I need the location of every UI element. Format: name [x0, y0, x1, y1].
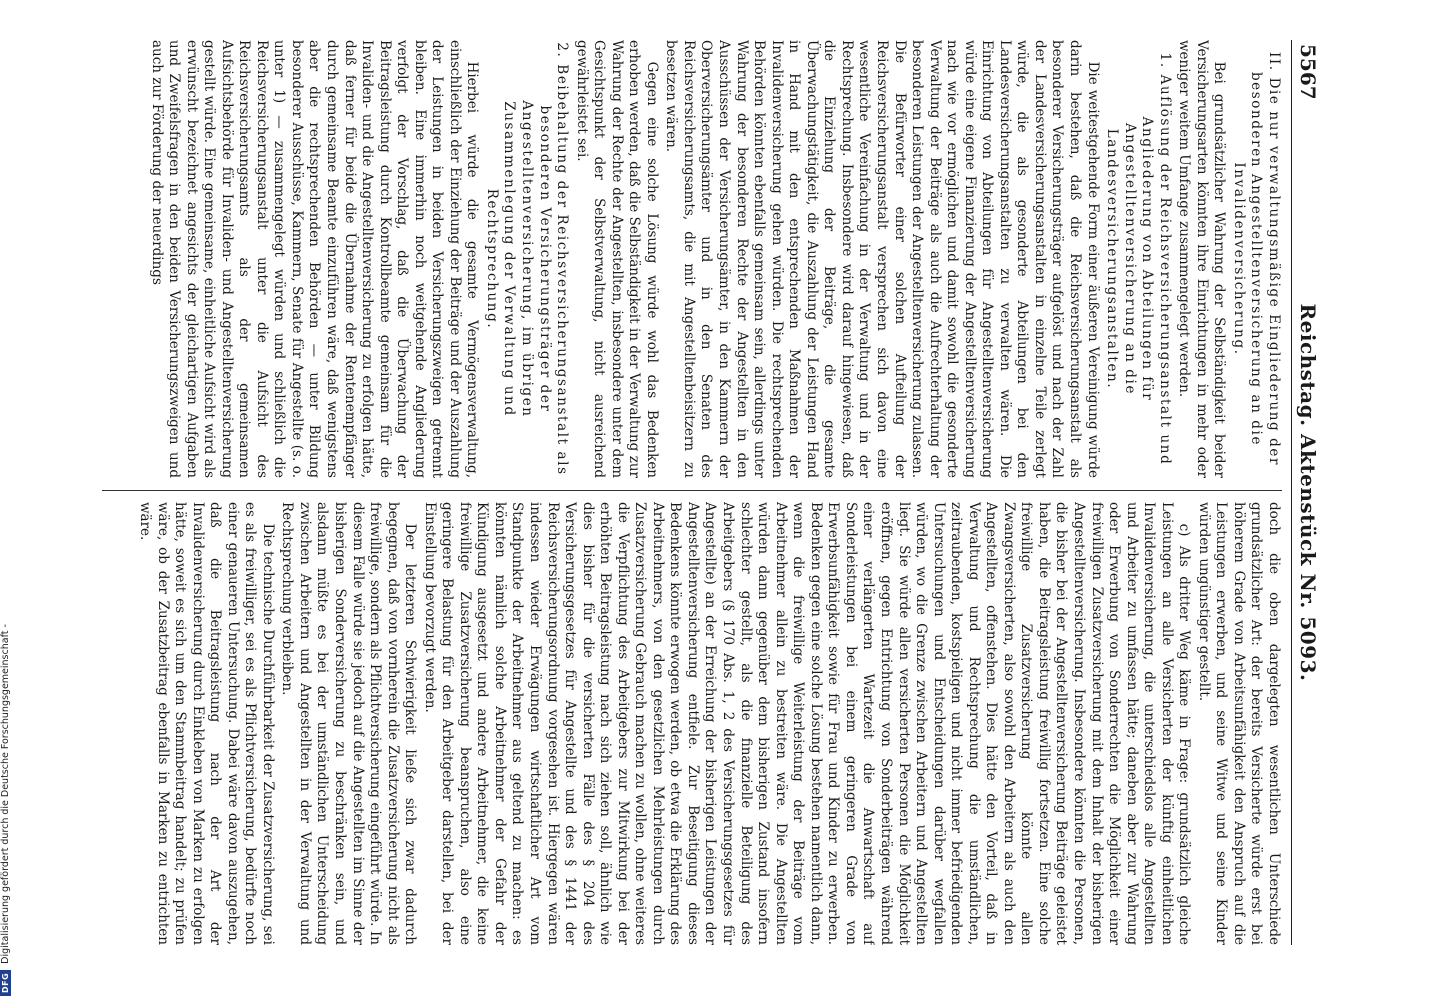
paragraph: Hierbei würde die gesamte Vermögensverwaltung, einschließlich der Einziehung der Beiträge und der Auszahlung der Leistungen in beiden Versicherungszweigen getrennt bleiben. Eine immerhin noch weitgehende Angliederung verfolgt der Vorschlag, daß die Überwachung der Beitragsleistung durch Kontrollbeamte gemeinsam für die Invaliden- und die Angestelltenversicherung zu erfolgen hätte, daß ferner für beide die Übernahme der Rentenempfänger durch gemeinsame Beamte einzuführen wäre, daß wenigstens aber die rechtsprechenden Behörden — unter Bildung besonderer Ausschüsse, Kammern, Senate für Angestellte (s. o. unter 1) — zusammengelegt würden und schließlich die Reichsversicherungsanstalt unter die Aufsicht des Reichsversicherungsamts als der gemeinsamen Aufsichtsbehörde für Invaliden- und Angestelltenversicherung gestellt würde. Eine gemeinsame, einheitliche Aufsicht wird als erwünscht bezeichnet angesichts der gleichartigen Aufgaben und Zweifelsfragen in den beiden Versicherungszweigen und auch zur Förderung der neuerdings [148, 40, 481, 478]
digitization-note [0, 624, 11, 996]
paragraph: doch die oben dargelegten wesentlichen Unterschiede grundsätzlicher Art: der bereits Versicherte würde erst bei höherem Grade von Arbeitsunfähigkeit den Anspruch auf die Leistungen erwerben, und seine Witwe und seine Kinder würden ungünstiger gestellt. [1195, 502, 1282, 945]
right-column [92, 502, 1282, 945]
paragraph: Die technische Durchführbarkeit der Zusatzversicherung, sei es als freiwilliger, sei es als Pflichtversicherung, bedürfte noch einer genaueren Untersuchung. Dabei wäre davon auszugehen, daß die Beitragsleistung nach der Art der Invalidenversicherung durch Einkleben von Marken zu erfolgen hätte, soweit es sich um den Stammbeitrag handelt; zu prüfen wäre, ob der Zusatzbeitrag ebenfalls in Marken zu entrichten wäre. [137, 502, 276, 945]
paragraph: Die weitestgehende Form einer äußeren Vereinigung würde darin bestehen, daß die Reichsversicherungsanstalt als besonderer Versicherungsträger aufgelöst und nach der Zahl der Landesversicherungsanstalten in einzelne Teile zerlegt würde, die als gesonderte Abteilungen bei den Landesversicherungsanstalten zu verwalten wären. Die Einrichtung von Abteilungen für Angestelltenversicherung würde eine eigene Finanzierung der Angestelltenversicherung nach wie vor ermöglichen und damit sowohl die gesonderte Verwaltung der Beiträge als auch die Aufrechterhaltung der besonderen Leistungen der Angestelltenversicherung zulassen. Die Befürworter einer solchen Aufteilung der Reichsversicherungsanstalt versprechen sich davon eine wesentliche Vereinfachung in der Verwaltung und in der Rechtsprechung. Insbesondere wird darauf hingewiesen, daß die Einziehung der Beiträge, die gesamte Überwachungstätigkeit, die Auszahlung der Leistungen Hand in Hand mit den entsprechenden Maßnahmen der Invalidenversicherung gehen würden. Die rechtsprechenden Behörden könnten ebenfalls gemeinsam sein, allerdings unter Wahrung der besonderen Rechte der Angestellten in den Ausschüssen der Versicherungsämter, in den Kammern der Oberversicherungsämter und in den Senaten des Reichsversicherungsamts, die mit Angestelltenbeisitzern zu besetzen wären. [663, 40, 1101, 478]
paragraph: Der letzteren Schwierigkeit ließe sich zwar dadurch begegnen, daß von vornherein die Zusatzversicherung nicht als freiwillige, sondern als Pflichtversicherung eingeführt würde. In diesem Falle würde sie jedoch auf die Angestellten im Sinne der bisherigen Sonderversicherung zu beschränken sein, und alsdann müßte es bei der umständlichen Unterscheidung zwischen Arbeitern und Angestellten in der Verwaltung und Rechtsprechung verbleiben. [279, 502, 419, 945]
running-title: Reichstag. Aktenstück Nr. 5093. [1296, 303, 1320, 682]
subsection-title-2: 2. Beibehaltung der Reichsversicherungsanstalt als besonderen Versicherungsträger der Angestelltenversicherung, im übrigen Zusammenlegung der Verwaltung und Rechtsprechung. [483, 42, 571, 476]
dfg-logo: DFG [0, 970, 11, 996]
digitization-strip [0, 0, 16, 1000]
digitization-note-text: Digitalisierung gefördert durch die Deutsche Forschungsgemeinschaft - [0, 624, 11, 964]
paragraph: Gegen eine solche Lösung würde wohl das Bedenken erhoben werden, daß die Selbständigkeit in der Verwaltung zur Wahrung der Rechte der Angestellten, insbesondere unter dem Gesichtspunkt der Selbstverwaltung, nicht ausreichend gewährleistet sei. [573, 40, 660, 478]
page-number: 5567 [1296, 44, 1320, 100]
column-divider [102, 490, 1282, 491]
page-header [1291, 40, 1322, 945]
section-title-ii: II. Die nur verwaltungsmäßige Eingliederung der besonderen Angestelltenversicherung an die Invalidenversicherung. [1230, 51, 1282, 467]
rotated-page [82, 40, 1322, 945]
subsection-title-1: 1. Auflösung der Reichsversicherungsanstalt und Angliederung von Abteilungen für Angestelltenversicherung an die Landesversicherungsanstalten. [1104, 52, 1173, 466]
paragraph: Bei grundsätzlicher Wahrung der Selbständigkeit beider Versicherungsarten könnten ihre Einrichtungen in mehr oder weniger weitem Umfange zusammengelegt werden. [1176, 40, 1228, 478]
left-column [92, 40, 1282, 478]
paragraph: c) Als dritter Weg käme in Frage: grundsätzlich gleiche Leistungen an alle Versicherten der künftig einheitlichen Invalidenversicherung, die unterschiedslos alle Angestellten und Arbeiter zu umfassen hätte; daneben aber zur Wahrung oder Erwerbung von Sonderrechten die Möglichkeit einer freiwilligen Zusatzversicherung mit dem Inhalt der bisherigen Angestelltenversicherung. Insbesondere könnten die Personen, die bisher bei der Angestelltenversicherung Beiträge geleistet haben, die Beitragsleistung freiwillig fortsetzen. Eine solche freiwillige Zusatzversicherung könnte allen Zwangsversicherten, also sowohl den Arbeitern als auch den Angestellten, offenstehen. Dies hätte den Vorteil, daß in Verwaltung und Rechtsprechung die umständlichen, zeitraubenden, kostspieligen und nicht immer befriedigenden Untersuchungen und Entscheidungen darüber wegfallen würden, wo die Grenze zwischen Arbeitern und Angestellten liegt. Sie würde allen versicherten Personen die Möglichkeit eröffnen, gegen Entrichtung von Sonderbeiträgen während einer verlängerten Wartezeit die Anwartschaft auf Sonderleistungen bei einem geringeren Grade von Erwerbsunfähigkeit sowie für Frau und Kinder zu erwerben. Bedenken gegen eine solche Lösung bestehen namentlich dann, wenn die freiwillige Weiterleistung der Beiträge vom Arbeitnehmer allein zu bestreiten wäre. Die Angestellten würden dann gegenüber dem bisherigen Zustand insofern schlechter gestellt, als die finanzielle Beteiligung des Arbeitgebers (§ 170 Abs. 1, 2 des Versicherungsgesetzes für Angestellte) an der Erreichung der bisherigen Leistungen der Angestelltenversicherung entfiele. Zur Beseitigung dieses Bedenkens könnte erwogen werden, ob etwa die Erklärung des Arbeitnehmers, von den gesetzlichen Mehrleistungen durch Zusatzversicherung Gebrauch machen zu wollen, ohne weiteres die Verpflichtung des Arbeitgebers zur Mitwirkung bei der erhöhten Beitragsleistung nach sich ziehen soll, ähnlich wie dies bisher für die versicherten Fälle des § 204 des Versicherungsgesetzes für Angestellte und des § 1441 der Reichsversicherungsordnung vorgesehen ist. Hiergegen wären indessen wieder Erwägungen wirtschaftlicher Art vom Standpunkte der Arbeitnehmer aus geltend zu machen: es könnten nämlich solche Arbeitnehmer der Gefahr der Kündigung ausgesetzt und andere Arbeitnehmer, die keine freiwillige Zusatzversicherung beanspruchen, also eine geringere Belastung für den Arbeitgeber darstellen, bei der Einstellung bevorzugt werden. [421, 502, 1193, 945]
